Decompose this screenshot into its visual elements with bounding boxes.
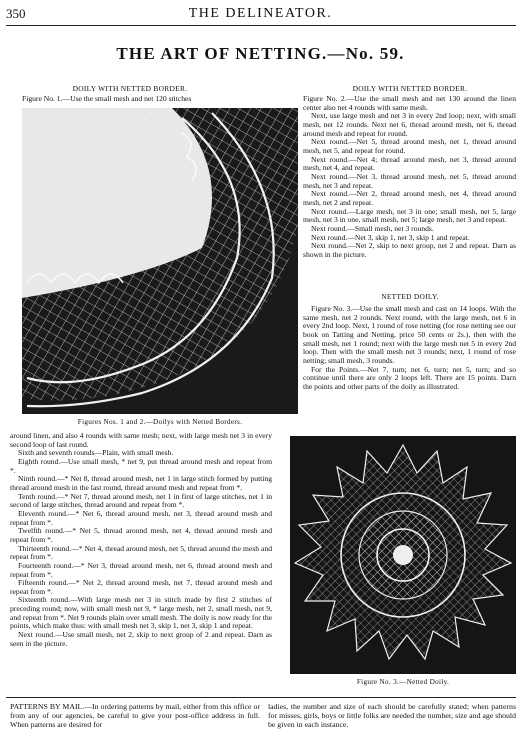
- paragraph: Next round.—Net 2, thread around mesh, net 4, thread around mesh, net 2 and repeat.: [303, 189, 516, 207]
- paragraph: Eleventh round.—* Net 6, thread around mesh, net 3, thread around mesh and repeat from *.: [10, 508, 272, 527]
- figure-3-image: [290, 436, 516, 674]
- paragraph: Next round.—Net 3, thread around mesh, net 5, thread around mesh, net 3 and repeat.: [303, 171, 516, 190]
- paragraph: Next round.—Net 5, thread around mesh, net 1, thread around mesh, net 5, and repeat for round.: [303, 137, 516, 155]
- figure-3-instructions: [303, 305, 516, 392]
- paragraph: Next, use large mesh and net 3 in every 2nd loop; next, with small mesh, net 12 rounds. Next net 6, thread around mesh, net 6, thread around mesh and repeat for round.: [303, 111, 516, 138]
- header-rule: [6, 25, 516, 26]
- patterns-by-mail-left: PATTERNS BY MAIL.—In ordering patterns by mail, either from this office or from any of our agencies, be careful to give your post-office address in full. When patterns are desired for: [10, 702, 260, 729]
- figure-1-2-caption: Figures Nos. 1 and 2.—Doilys with Netted Borders.: [77, 418, 243, 426]
- left-heading: DOILY WITH NETTED BORDER.: [72, 84, 188, 93]
- figure-1-intro: [22, 95, 270, 104]
- paragraph: Next round.—Use small mesh, net 2, skip to next group of 2 and repeat. Darn as seen in the picture.: [10, 630, 272, 648]
- paragraph: around linen, and also 4 rounds with same mesh; next, with large mesh net 3 in every second loop of last round.: [10, 431, 272, 449]
- paragraph: For the Points.—Net 7, turn; net 6, turn; net 5, turn; and so continue until there are only 2 loops left. There are 15 points. Darn the points and other parts of the doily as illustrated.: [303, 364, 516, 391]
- paragraph: Eighth round.—Use small mesh, * net 9, put thread around mesh and repeat from *.: [10, 456, 272, 475]
- paragraph: Sixteenth round.—With large mesh net 3 in stitch made by first 2 stitches of preceding round; now, with small mesh net 9, * large mesh, net 2, small mesh, net 9, and repeat from *. Net 9 rounds plain over small mesh. The doily is now ready for the points, which make thus: with small mesh net 3, skip 1, net 3, skip 1 and repeat.: [10, 595, 272, 631]
- paragraph: Figure No. 3.—Use the small mesh and cast on 14 loops. With the same mesh, net 2 rounds. Next round, with the large mesh, net 6 in every 2nd loop. Next, 1 round of rose netting (for rose netting see our book on Tatting and Netting, price 50 cents or 2s.), then with the small mesh, net 1 round; next with the large mesh net 5 in every 2nd loop. Then with the small mesh net 3 rounds; next, 1 round of rose netting; small mesh, 3 rounds.: [303, 304, 516, 365]
- paragraph: Figure No. 2.—Use the small mesh and net 130 around the linen center also net 4 rounds with same mesh.: [303, 94, 516, 112]
- patterns-by-mail-right: ladies, the number and size of each should be carefully stated; when patterns for misses, girls, boys or little folks are needed the number, size and age should be given in each instance.: [268, 702, 516, 729]
- figure-1-2-image: [22, 108, 298, 414]
- netted-doily-heading: NETTED DOILY.: [381, 292, 439, 301]
- figure-2-instructions: [303, 95, 516, 259]
- article-title: THE ART OF NETTING.—No. 59.: [116, 44, 405, 63]
- right-heading: DOILY WITH NETTED BORDER.: [352, 84, 468, 93]
- paragraph: Sixth and seventh rounds—Plain, with small mesh.: [18, 448, 174, 458]
- paragraph: Next round.—Large mesh, net 3 in one; small mesh, net 5, large mesh, net 3 in one, small mesh, net 5; large mesh, net 3 and repeat.: [303, 206, 516, 225]
- figure-3-caption: Figure No. 3.—Netted Doily.: [356, 678, 450, 686]
- page-number: 350: [6, 6, 26, 21]
- netted-doily-illustration: [290, 436, 516, 674]
- paragraph: Next round.—Net 2, skip to next group, net 2 and repeat. Darn as shown in the picture.: [303, 241, 516, 259]
- figure-1-instructions-continued: [10, 432, 272, 648]
- paragraph: Ninth round.—* Net 8, thread around mesh, net 1 in large stitch formed by putting thread around mesh in the last round, thread around mesh and repeat from *.: [10, 474, 272, 492]
- paragraph: Fifteenth round.—* Net 2, thread around mesh, net 7, thread around mesh and repeat from *.: [10, 578, 272, 596]
- journal-title: THE DELINEATOR.: [188, 6, 333, 21]
- figure-1-intro-text: Figure No. 1.—Use the small mesh and net 120 stitches: [22, 94, 192, 103]
- footer-rule: [6, 697, 516, 698]
- paragraph: Thirteenth round.—* Net 4, thread around mesh, net 5, thread around the mesh and repeat from *.: [10, 543, 272, 562]
- doily-corner-illustration: [22, 108, 298, 414]
- paragraph: Fourteenth round.—* Net 3, thread around mesh, net 6, thread around mesh and repeat from *.: [10, 560, 272, 579]
- paragraph: Next round.—Small mesh, net 3 rounds.: [311, 223, 434, 233]
- paragraph: Next round.—Net 4; thread around mesh, net 3, thread around mesh, net 4, and repeat.: [303, 154, 516, 173]
- paragraph: Twelfth round.—* Net 5, thread around mesh, net 4, thread around mesh and repeat from *.: [10, 526, 272, 544]
- paragraph: Tenth round.—* Net 7, thread around mesh, net 1 in first of large stitches, net 1 in second of large stitches, thread around and repeat from *.: [10, 491, 272, 510]
- paragraph: Next round.—Net 3, skip 1, net 3, skip 1 and repeat.: [311, 232, 470, 242]
